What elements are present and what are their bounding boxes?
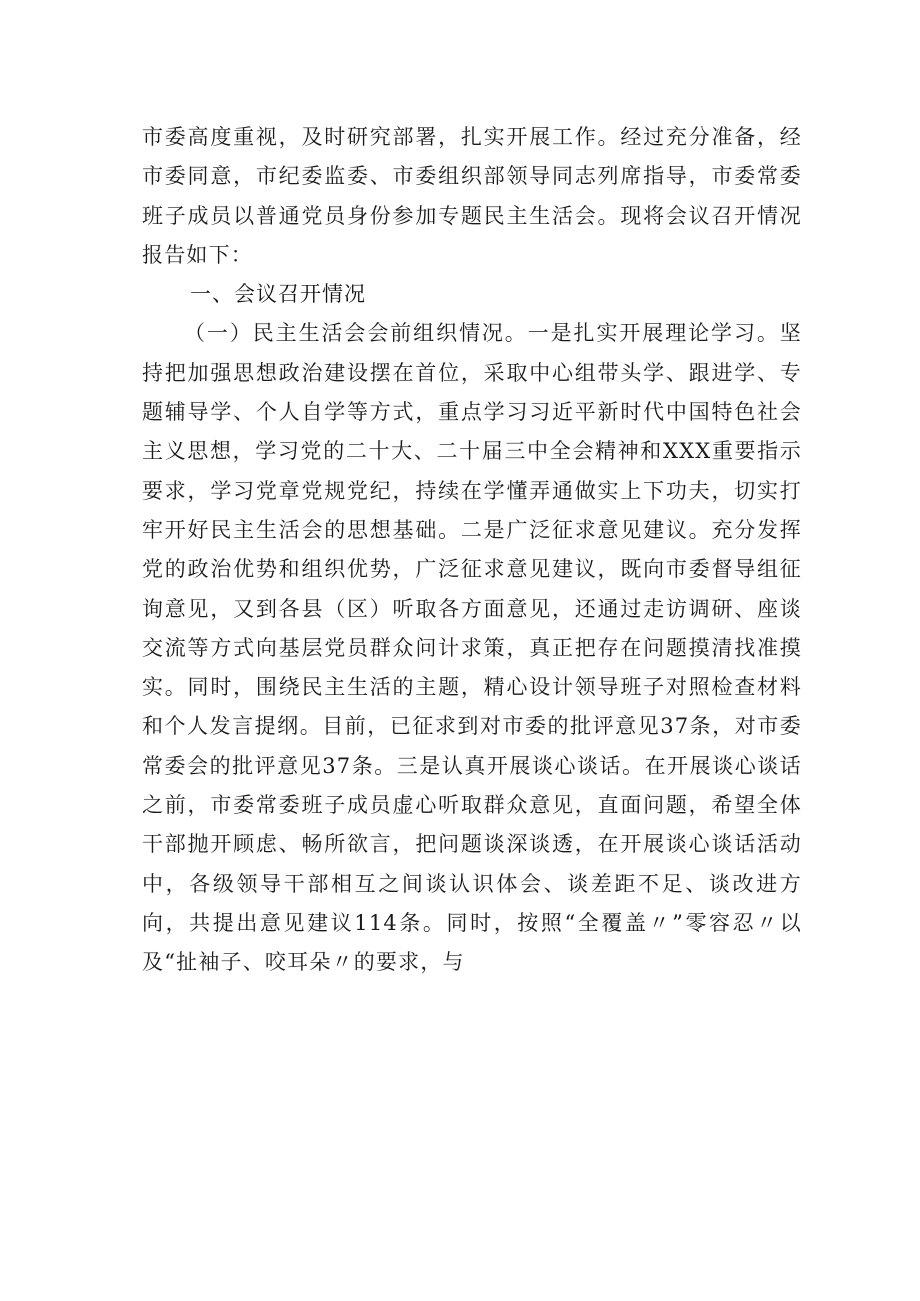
body-paragraph: （一）民主生活会会前组织情况。一是扎实开展理论学习。坚持把加强思想政治建设摆在首位，采取中心组带头学、跟进学、专题辅导学、个人自学等方式，重点学习习近平新时代中国特色社会主义思想，学习党的二十大、二十届三中全会精神和XXX重要指示要求，学习党章党规党纪，持续在学懂弄通做实上下功夫，切实打牢开好民主生活会的思想基础。二是广泛征求意见建议。充分发挥党的政治优势和组织优势，广泛征求意见建议，既向市委督导组征询意见，又到各县（区）听取各方面意见，还通过走访调研、座谈交流等方式向基层党员群众问计求策，真正把存在问题摸清找准摸实。同时，围绕民主生活的主题，精心设计领导班子对照检查材料和个人发言提纲。目前，已征求到对市委的批评意见37条，对市委常委会的批评意见37条。三是认真开展谈心谈话。在开展谈心谈话之前，市委常委班子成员虚心听取群众意见，直面问题，希望全体干部抛开顾虑、畅所欲言，把问题谈深谈透，在开展谈心谈话活动中，各级领导干部相互之间谈认识体会、谈差距不足、谈改进方向，共提出意见建议114条。同时，按照“全覆盖〃”零容忍〃以及“扯袖子、咬耳朵〃的要求，与: [142, 321, 802, 975]
document-body: [142, 118, 802, 983]
section-heading: 一、会议召开情况: [190, 282, 366, 307]
intro-paragraph: 市委高度重视，及时研究部署，扎实开展工作。经过充分准备，经市委同意，市纪委监委、市委组织部领导同志列席指导，市委常委班子成员以普通党员身份参加专题民主生活会。现将会议召开情况报告如下：: [142, 125, 802, 267]
